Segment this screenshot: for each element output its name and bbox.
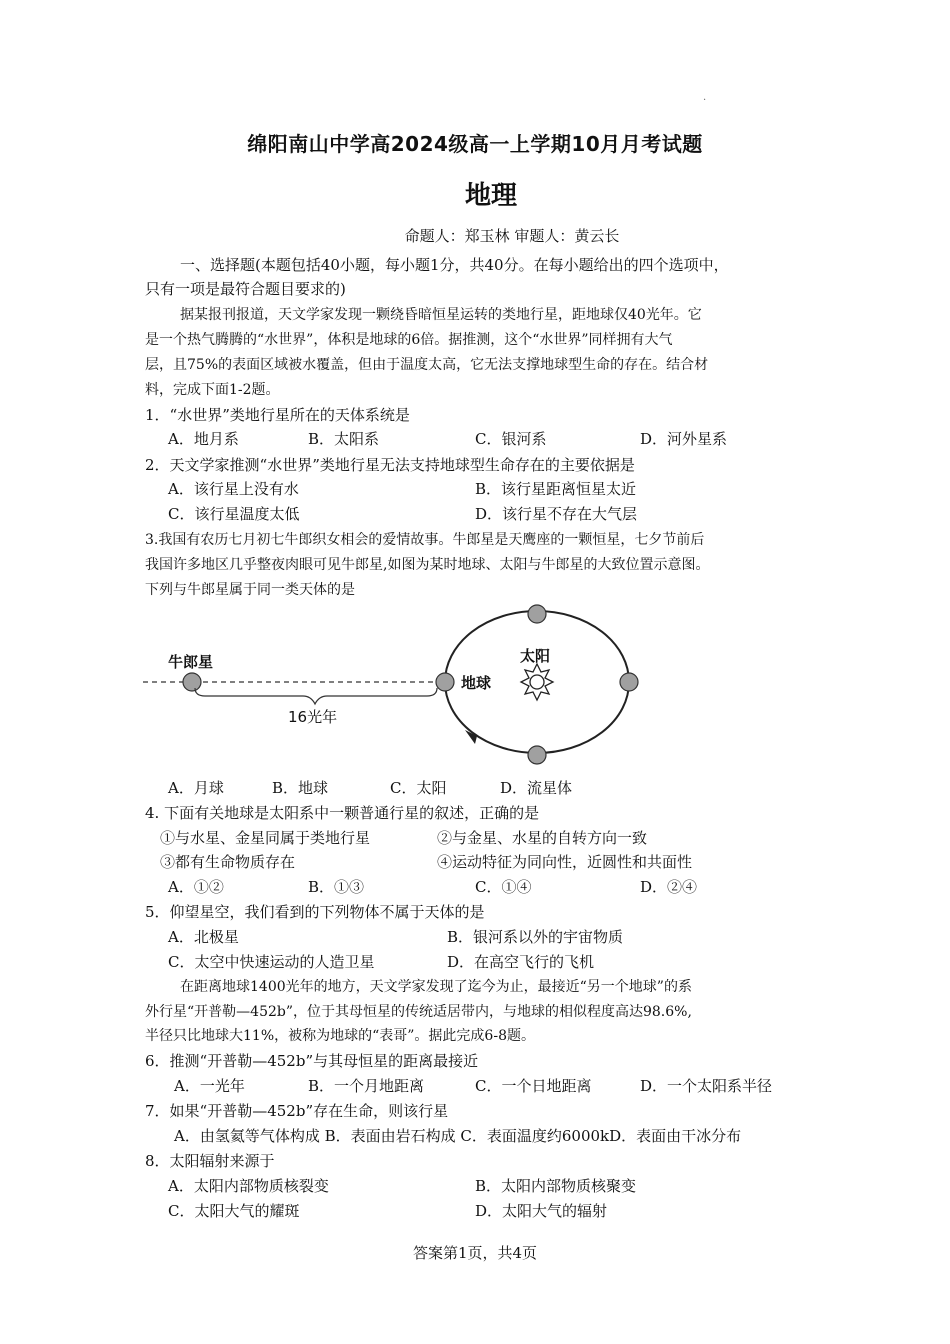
altair-star-icon bbox=[183, 673, 201, 691]
earth-icon bbox=[436, 673, 454, 691]
question-3-stem: 我国许多地区几乎整夜肉眼可见牛郎星,如图为某时地球、太阳与牛郎星的大致位置示意图。 bbox=[145, 557, 710, 573]
q2-option-d: D．该行星不存在大气层 bbox=[475, 505, 638, 523]
q4-statement-3: ③都有生命物质存在 bbox=[160, 853, 296, 871]
sun-label: 太阳 bbox=[520, 647, 551, 665]
q4-option-b: B．①③ bbox=[308, 878, 365, 896]
q5-option-b: B．银河系以外的宇宙物质 bbox=[447, 928, 624, 946]
passage-1-line: 料，完成下面1-2题。 bbox=[145, 382, 280, 398]
orbit-position-bottom bbox=[528, 746, 546, 764]
q1-option-b: B．太阳系 bbox=[308, 430, 380, 448]
q4-option-a: A．①② bbox=[168, 878, 224, 896]
earth-label: 地球 bbox=[461, 674, 492, 692]
q4-option-c: C．①④ bbox=[475, 878, 532, 896]
passage-1-line: 是一个热气腾腾的“水世界”，体积是地球的6倍。据推测，这个“水世界”同样拥有大气 bbox=[145, 332, 673, 348]
orbit-position-top bbox=[528, 605, 546, 623]
subject-title: 地理 bbox=[464, 181, 517, 211]
q8-option-b: B．太阳内部物质核聚变 bbox=[475, 1177, 637, 1195]
q6-option-d: D．一个太阳系半径 bbox=[640, 1077, 773, 1095]
section-heading-cont: 只有一项是最符合题目要求的) bbox=[145, 280, 346, 298]
page-footer: 答案第1页，共4页 bbox=[412, 1244, 538, 1262]
passage-1-line: 层，且75%的表面区域被水覆盖，但由于温度太高，它无法支撑地球型生命的存在。结合材 bbox=[145, 357, 709, 373]
passage-1-line: 据某报刊报道，天文学家发现一颗绕昏暗恒星运转的类地行星，距地球仅40光年。它 bbox=[180, 307, 702, 323]
q2-option-c: C．该行星温度太低 bbox=[168, 505, 300, 523]
q4-option-d: D．②④ bbox=[640, 878, 698, 896]
star-label: 牛郎星 bbox=[168, 653, 214, 671]
q5-option-a: A．北极星 bbox=[168, 928, 239, 946]
q8-option-a: A．太阳内部物质核裂变 bbox=[168, 1177, 329, 1195]
question-7-stem: 7．如果“开普勒—452b”存在生命，则该行星 bbox=[145, 1102, 449, 1120]
q3-option-b: B．地球 bbox=[272, 779, 329, 797]
question-3-stem: 下列与牛郎星属于同一类天体的是 bbox=[145, 582, 355, 598]
q3-option-c: C．太阳 bbox=[390, 779, 447, 797]
passage-2-line: 半径只比地球大11%，被称为地球的“表哥”。据此完成6-8题。 bbox=[145, 1028, 535, 1044]
q5-option-c: C．太空中快速运动的人造卫星 bbox=[168, 953, 375, 971]
q6-option-b: B．一个月地距离 bbox=[308, 1077, 425, 1095]
q8-option-c: C．太阳大气的耀斑 bbox=[168, 1202, 300, 1220]
q1-option-a: A．地月系 bbox=[168, 430, 239, 448]
distance-label: 16光年 bbox=[288, 708, 338, 726]
sun-icon bbox=[521, 664, 553, 700]
q3-option-d: D．流星体 bbox=[500, 779, 573, 797]
question-2-stem: 2．天文学家推测“水世界”类地行星无法支持地球型生命存在的主要依据是 bbox=[145, 456, 635, 474]
q1-option-d: D．河外星系 bbox=[640, 430, 728, 448]
q4-statement-1: ①与水星、金星同属于类地行星 bbox=[160, 829, 371, 847]
section-heading: 一、选择题(本题包括40小题，每小题1分，共40分。在每小题给出的四个选项中， bbox=[180, 256, 729, 274]
q2-option-a: A．该行星上没有水 bbox=[168, 480, 299, 498]
orbit-diagram bbox=[135, 600, 655, 775]
page-mark: . bbox=[703, 92, 707, 103]
question-5-stem: 5．仰望星空，我们看到的下列物体不属于天体的是 bbox=[145, 903, 485, 921]
q3-option-a: A．月球 bbox=[168, 779, 224, 797]
authors-line: 命题人：郑玉林 审题人：黄云长 bbox=[404, 227, 620, 245]
question-4-stem: 4. 下面有关地球是太阳系中一颗普通行星的叙述，正确的是 bbox=[145, 804, 540, 822]
q1-option-c: C．银河系 bbox=[475, 430, 547, 448]
q6-option-c: C．一个日地距离 bbox=[475, 1077, 592, 1095]
passage-2-line: 外行星“开普勒—452b”，位于其母恒星的传统适居带内，与地球的相似程度高达98.6%, bbox=[145, 1004, 692, 1020]
q6-option-a: A．一光年 bbox=[174, 1077, 245, 1095]
distance-brace bbox=[195, 688, 437, 704]
question-1-stem: 1．“水世界”类地行星所在的天体系统是 bbox=[145, 406, 410, 424]
q5-option-d: D．在高空飞行的飞机 bbox=[447, 953, 595, 971]
q2-option-b: B．该行星距离恒星太近 bbox=[475, 480, 637, 498]
exam-title: 绵阳南山中学高2024级高一上学期10月月考试题 bbox=[247, 132, 703, 156]
passage-2-line: 在距离地球1400光年的地方，天文学家发现了迄今为止，最接近“另一个地球”的系 bbox=[180, 979, 692, 995]
q4-statement-2: ②与金星、水星的自转方向一致 bbox=[437, 829, 648, 847]
question-8-stem: 8．太阳辐射来源于 bbox=[145, 1152, 275, 1170]
question-3-stem: 3.我国有农历七月初七牛郎织女相会的爱情故事。牛郎星是天鹰座的一颗恒星，七夕节前后 bbox=[145, 532, 705, 548]
q7-options: A．由氢氦等气体构成 B．表面由岩石构成 C．表面温度约6000kD．表面由干冰分布 bbox=[174, 1127, 742, 1145]
q4-statement-4: ④运动特征为同向性，近圆性和共面性 bbox=[437, 853, 693, 871]
question-6-stem: 6．推测“开普勒—452b”与其母恒星的距离最接近 bbox=[145, 1052, 479, 1070]
orbit-position-right bbox=[620, 673, 638, 691]
q8-option-d: D．太阳大气的辐射 bbox=[475, 1202, 608, 1220]
